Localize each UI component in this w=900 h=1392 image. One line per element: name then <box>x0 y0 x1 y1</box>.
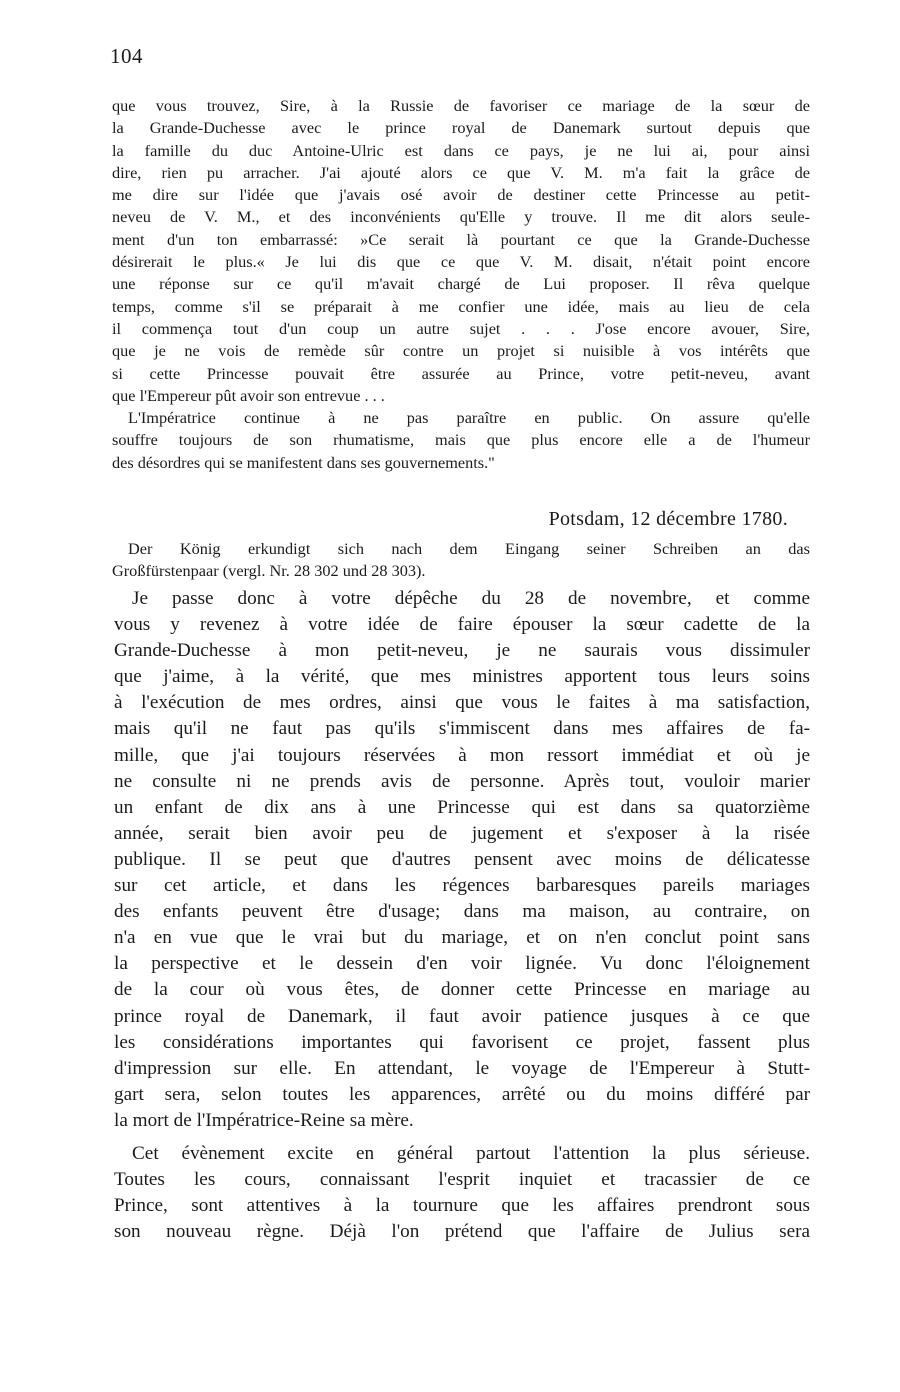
text-line: des désordres qui se manifestent dans ses gouvernements." <box>112 452 495 472</box>
text-line: ne consulte ni ne prends avis de personne. Après tout, vouloir marier <box>114 770 810 792</box>
text-line: son nouveau règne. Déjà l'on prétend que l'affaire de Julius sera <box>114 1221 810 1243</box>
text-line: publique. Il se peut que d'autres pensent avec moins de délicatesse <box>114 848 810 870</box>
text-line: que l'Empereur pût avoir son entrevue . . . <box>112 385 385 405</box>
text-line: la famille du duc Antoine-Ulric est dans ce pays, je ne lui ai, pour ainsi <box>112 140 810 160</box>
text-line: Großfürstenpaar (vergl. Nr. 28 302 und 28 303). <box>112 561 426 581</box>
text-line: mille, que j'ai toujours réservées à mon ressort immédiat et où je <box>114 744 810 766</box>
text-line: temps, comme s'il se préparait à me confier une idée, mais au lieu de cela <box>112 296 810 316</box>
main-text <box>114 586 810 1245</box>
text-line: les considérations importantes qui favorisent ce projet, fassent plus <box>114 1031 810 1053</box>
text-line: L'Impératrice continue à ne pas paraître en public. On assure qu'elle <box>128 408 810 428</box>
text-line: gart sera, selon toutes les apparences, arrêté ou du moins différé par <box>114 1083 810 1105</box>
text-line: la mort de l'Impératrice-Reine sa mère. <box>114 1109 414 1131</box>
text-line: Toutes les cours, connaissant l'esprit inquiet et tracassier de ce <box>114 1169 810 1191</box>
text-line: Grande-Duchesse à mon petit-neveu, je ne saurais vous dissimuler <box>114 640 810 662</box>
text-line: sur cet article, et dans les régences barbaresques pareils mariages <box>114 875 810 897</box>
text-line: des enfants peuvent être d'usage; dans ma maison, au contraire, on <box>114 901 810 923</box>
text-line: la perspective et le dessein d'en voir lignée. Vu donc l'éloignement <box>114 953 810 975</box>
text-line: Cet évènement excite en général partout l'attention la plus sérieuse. <box>132 1142 810 1164</box>
text-line: la Grande-Duchesse avec le prince royal de Danemark surtout depuis que <box>112 118 810 138</box>
text-line: souffre toujours de son rhumatisme, mais que plus encore elle a de l'humeur <box>112 430 810 450</box>
editorial-note <box>112 538 810 583</box>
text-line: une réponse sur ce qu'il m'avait chargé de Lui proposer. Il rêva quelque <box>112 274 810 294</box>
text-line: prince royal de Danemark, il faut avoir patience jusques à ce que <box>114 1005 810 1027</box>
text-line: de la cour où vous êtes, de donner cette Princesse en mariage au <box>114 979 810 1001</box>
text-line: que j'aime, à la vérité, que mes ministres apportent tous leurs soins <box>114 666 810 688</box>
text-line: d'impression sur elle. En attendant, le voyage de l'Empereur à Stutt- <box>114 1057 810 1079</box>
text-line: si cette Princesse pouvait être assurée au Prince, votre petit-neveu, avant <box>112 363 810 383</box>
text-line: n'a en vue que le vrai but du mariage, et on n'en conclut point sans <box>114 927 810 949</box>
text-line: Je passe donc à votre dépêche du 28 de novembre, et comme <box>132 588 810 609</box>
text-line: dire, rien pu arracher. J'ai ajouté alors ce que V. M. m'a fait la grâce de <box>112 162 810 182</box>
text-line: un enfant de dix ans à une Princesse qui est dans sa quatorzième <box>114 796 810 818</box>
text-line: vous y revenez à votre idée de faire épouser la sœur cadette de la <box>114 614 810 636</box>
text-line: que je ne vois de remède sûr contre un projet si nuisible à vos intérêts que <box>112 341 810 361</box>
text-line: ment d'un ton embarrassé: »Ce serait là pourtant ce que la Grande-Duchesse <box>112 229 810 249</box>
text-line: désirerait le plus.« Je lui dis que ce que V. M. disait, n'était point encore <box>112 252 810 272</box>
text-line: année, serait bien avoir peu de jugement et s'exposer à la risée <box>114 822 810 844</box>
text-line: Prince, sont attentives à la tournure que les affaires prendront sous <box>114 1195 810 1217</box>
letter-continuation <box>112 95 810 474</box>
page-number: 104 <box>110 44 143 68</box>
text-line: me dire sur l'idée que j'avais osé avoir de destiner cette Princesse au petit- <box>112 185 810 205</box>
text-line: à l'exécution de mes ordres, ainsi que vous le faites à ma satisfaction, <box>114 692 810 714</box>
text-line: neveu de V. M., et des inconvénients qu'Elle y trouve. Il me dit alors seule- <box>112 207 810 227</box>
dateline: Potsdam, 12 décembre 1780. <box>548 508 788 530</box>
text-line: que vous trouvez, Sire, à la Russie de favoriser ce mariage de la sœur de <box>112 96 810 115</box>
text-line: mais qu'il ne faut pas qu'ils s'immiscent dans mes affaires de fa- <box>114 718 810 740</box>
text-line: il commença tout d'un coup un autre sujet . . . J'ose encore avouer, Sire, <box>112 318 810 338</box>
text-line: Der König erkundigt sich nach dem Eingang seiner Schreiben an das <box>128 539 810 558</box>
